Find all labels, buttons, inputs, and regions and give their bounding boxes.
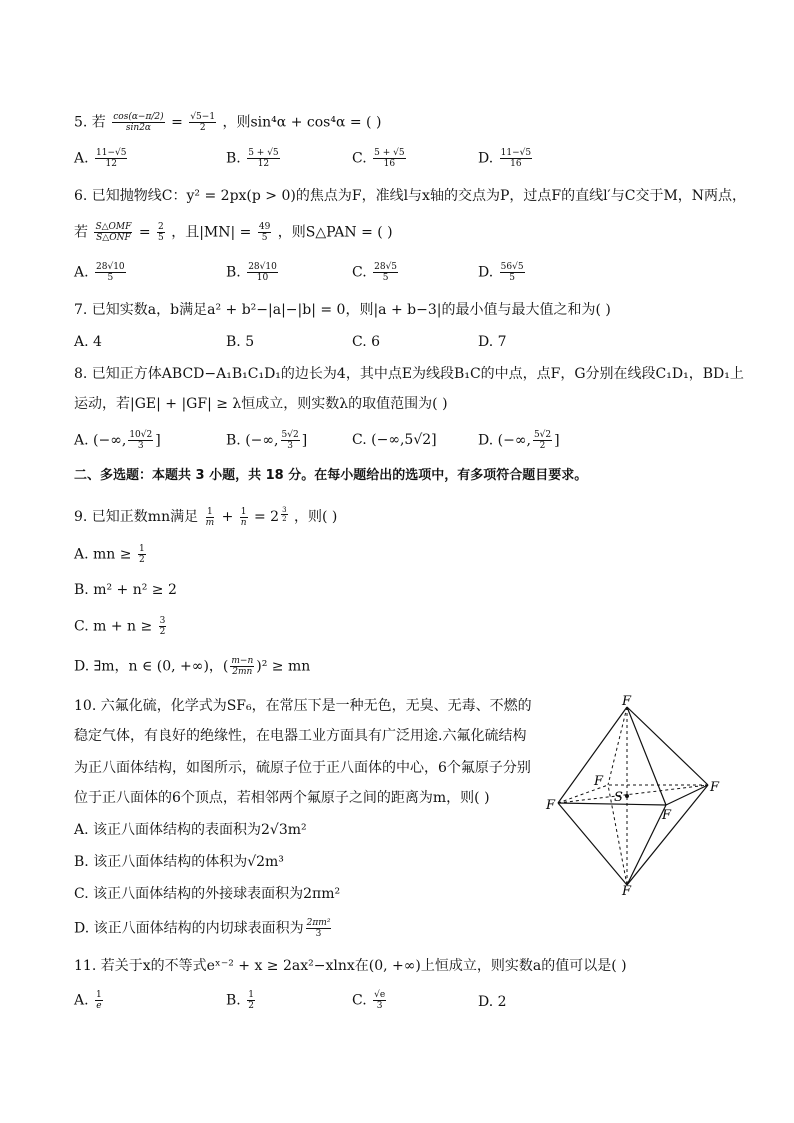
question-10-stem-line2: 稳定气体，有良好的绝缘性，在电器工业方面具有广泛用途.六氟化硫结构 [74,728,527,744]
q6-option-b[interactable] [226,262,280,283]
q6-option-c[interactable] [352,262,400,283]
option-num: 28√10 [96,262,125,272]
q11-option-c[interactable] [352,990,388,1011]
option-label: B. [226,432,241,449]
q9-f2-num: 1 [240,506,247,517]
q10-option-c[interactable]: C. 该正八面体结构的外接球表面积为2πm² [74,886,341,902]
option-label: D. [478,334,494,350]
q9-prefix: 9. 已知正数mn满足 [74,509,199,525]
option-value: 2 [497,994,507,1010]
question-8-stem-line2: 运动，若|GE| + |GF| ≥ λ恒成立，则实数λ的取值范围为( ) [74,396,448,412]
q5-option-d[interactable] [478,148,534,169]
q9-plus: + [221,509,238,525]
edge [627,785,708,885]
q6-ratio-value-num: 2 [158,222,164,232]
option-label: D. [478,264,494,281]
q6-ratio-num: S△OMF [95,222,132,232]
vertex-label-right: F [710,780,720,795]
option-label: A. [74,264,89,281]
option-den: 12 [105,159,117,169]
option-num: 2πm² [306,918,331,928]
q10-option-a[interactable]: A. 该正八面体结构的表面积为2√3m² [74,822,307,838]
q6-ratio-fraction [94,222,132,243]
option-post: ] [155,432,161,449]
option-num: 5 + √5 [248,148,279,158]
option-num: 1 [248,990,254,1000]
q5-rhs-num: √5−1 [190,112,216,122]
option-num: 11−√5 [96,148,127,158]
q9-option-b[interactable]: B. m² + n² ≥ 2 [74,582,177,598]
option-value: 5 [245,334,255,350]
q7-option-a[interactable] [74,332,102,352]
q9-frac-1 [205,507,216,528]
option-den: 2 [138,555,145,565]
option-den: 3 [376,1001,383,1011]
vertex-label-back: F [594,774,604,789]
q9-f1-den: m [205,517,215,528]
option-num: 5√2 [533,430,552,440]
option-den: 16 [383,159,396,169]
option-label: C. [352,992,367,1009]
option-num: 11−√5 [500,148,532,158]
option-label: C. [352,334,367,350]
q9-exp-num: 3 [282,506,287,514]
q5-rhs-fraction [189,112,216,133]
q6-mn-den: 5 [261,233,268,243]
question-5-stem [74,112,381,133]
option-num: 1 [138,544,145,554]
option-text: C. m + n ≥ [74,618,157,635]
q5-rhs-den: 2 [199,123,206,133]
q6-ratio-value [157,222,165,243]
option-den: 3 [137,441,144,451]
option-label: C. [352,150,367,167]
option-text: D. 该正八面体结构的内切球表面积为 [74,920,304,937]
option-den: 16 [510,159,522,169]
option-value: 4 [93,334,102,350]
q6-eq: = [138,224,156,241]
option-num: 28√5 [374,262,398,272]
q9-option-d[interactable] [74,656,310,677]
option-den: 3 [315,929,322,939]
q11-option-d[interactable] [478,992,507,1012]
option-num: m−n [231,656,254,666]
option-den: 2 [248,1001,254,1011]
option-num: 56√5 [500,262,524,272]
option-label: A. [74,432,89,449]
question-7-stem: 7. 已知实数a，b满足a² + b²−|a|−|b| = 0，则|a + b−3|的最小值与最大值之和为( ) [74,302,611,318]
q5-option-b[interactable] [226,148,282,169]
q9-frac-2 [240,507,248,528]
option-num: √e [374,990,386,1000]
q5-lhs-den: sin2α [125,123,152,133]
q10-option-b[interactable]: B. 该正八面体结构的体积为√2m³ [74,854,284,870]
q8-option-b[interactable] [226,430,307,451]
option-num: 10√2 [129,430,153,440]
option-label: D. [478,150,494,167]
vertex-label-top: F [622,695,632,709]
q5-lhs-fraction [112,112,164,133]
edge [666,785,708,805]
option-text: A. mn ≥ [74,546,136,563]
q6-mn-num: 49 [258,222,271,232]
hidden-edge [558,785,708,803]
q9-f2-den: n [240,517,247,528]
q6-prefix: 若 [74,224,88,241]
vertex-label-front: F [662,808,672,823]
edge [558,803,666,805]
q6-mid: ，且|MN| = [171,224,256,241]
q10-option-d[interactable] [74,918,333,939]
option-den: 12 [257,159,270,169]
vertex-label-left: F [546,798,556,813]
option-post: ] [301,432,308,449]
option-pre: (−∞, [497,432,531,449]
vertex-label-bottom: F [622,884,632,895]
option-pre: (−∞, [93,432,127,449]
octahedron-figure [540,695,740,895]
q8-option-d[interactable] [478,430,560,451]
q7-option-b[interactable] [226,332,254,352]
option-label: D. [478,994,494,1010]
q6-ratio-value-den: 5 [158,233,164,243]
center-label: S [614,790,623,805]
option-text: D. ∃m，n ∈ (0, +∞)，( [74,658,229,675]
option-den: 2mn [232,667,253,677]
q9-tail: ，则( ) [294,509,338,525]
option-pre: (−∞, [245,432,279,449]
option-label: A. [74,992,89,1009]
q9-exp-den: 2 [282,515,287,523]
q5-option-a[interactable] [74,148,129,169]
option-den: 10 [256,273,269,283]
option-value: 7 [497,334,507,350]
q9-f1-num: 1 [206,506,213,517]
q6-mn-fraction [258,222,271,243]
q9-option-a[interactable] [74,544,148,565]
q11-option-b[interactable] [226,990,257,1011]
q5-eq: = [171,114,188,131]
question-9-stem [74,506,337,528]
question-10-stem-line3: 为正八面体结构，如图所示，硫原子位于正八面体的中心，6个氟原子分别 [74,760,531,776]
question-6-stem-line1: 6. 已知抛物线C：y² = 2px(p > 0)的焦点为F，准线l与x轴的交点为P，过点F的直线l′与C交于M，N两点， [74,188,747,204]
q5-lhs-num: cos(α−π/2) [113,112,164,122]
q9-exponent [281,506,287,523]
option-label: B. [226,992,241,1009]
option-num: 5√2 [281,430,299,440]
edge [558,707,627,803]
q8-option-c[interactable] [352,430,437,450]
question-10-stem-line1: 10. 六氟化硫，化学式为SF₆，在常压下是一种无色，无臭、无毒、不燃的 [74,698,532,714]
option-den: 5 [107,273,114,283]
center-dot [625,794,629,798]
option-label: D. [478,432,494,449]
option-den: 3 [287,441,293,451]
option-den: 5 [509,273,515,283]
option-label: B. [226,264,241,281]
q5-prefix: 5. 若 [74,114,106,131]
q9-eq: = 2 [254,509,280,525]
q6-option-a[interactable] [74,262,128,283]
option-label: C. [352,264,367,281]
q11-option-a[interactable] [74,990,105,1011]
option-num: 1 [96,990,102,1000]
question-10-stem-line4: 位于正八面体的6个顶点，若相邻两个氟原子之间的距离为m，则( ) [74,790,490,806]
q6-tail: ，则S△PAN = ( ) [277,224,393,241]
edge [627,707,708,785]
q7-option-c[interactable] [352,332,380,352]
hidden-edge [608,707,627,785]
option-num: 5 + √5 [374,148,405,158]
option-value: 6 [371,334,381,350]
option-den: 5 [382,273,389,283]
q7-option-d[interactable] [478,332,507,352]
option-post: ] [554,432,560,449]
q5-option-c[interactable] [352,148,408,169]
q5-tail: ，则sin⁴α + cos⁴α = ( ) [222,114,382,131]
option-post: )² ≥ mn [256,658,311,675]
question-6-stem-line2 [74,222,393,243]
option-den: e [96,1001,102,1011]
question-11-stem: 11. 若关于x的不等式eˣ⁻² + x ≥ 2ax²−xlnx在(0, +∞)上恒成立，则实数a的值可以是( ) [74,958,627,974]
q6-ratio-den: S△ONF [96,233,131,243]
option-label: A. [74,150,89,167]
q6-option-d[interactable] [478,262,527,283]
option-label: B. [226,150,241,167]
option-label: A. [74,334,89,350]
option-value: (−∞,5√2] [371,432,437,448]
section-2-heading: 二、多选题：本题共 3 小题，共 18 分。在每小题给出的选项中，有多项符合题目要求。 [74,468,588,483]
edge [558,803,627,885]
option-label: C. [352,432,367,448]
option-num: 3 [159,616,166,626]
option-den: 2 [159,627,166,637]
q8-option-a[interactable] [74,430,161,451]
question-8-stem-line1: 8. 已知正方体ABCD−A₁B₁C₁D₁的边长为4，其中点E为线段B₁C的中点，点F，G分别在线段C₁D₁，BD₁上 [74,366,744,382]
option-den: 2 [539,441,546,451]
q9-option-c[interactable] [74,616,168,637]
option-num: 28√10 [248,262,277,272]
option-label: B. [226,334,241,350]
